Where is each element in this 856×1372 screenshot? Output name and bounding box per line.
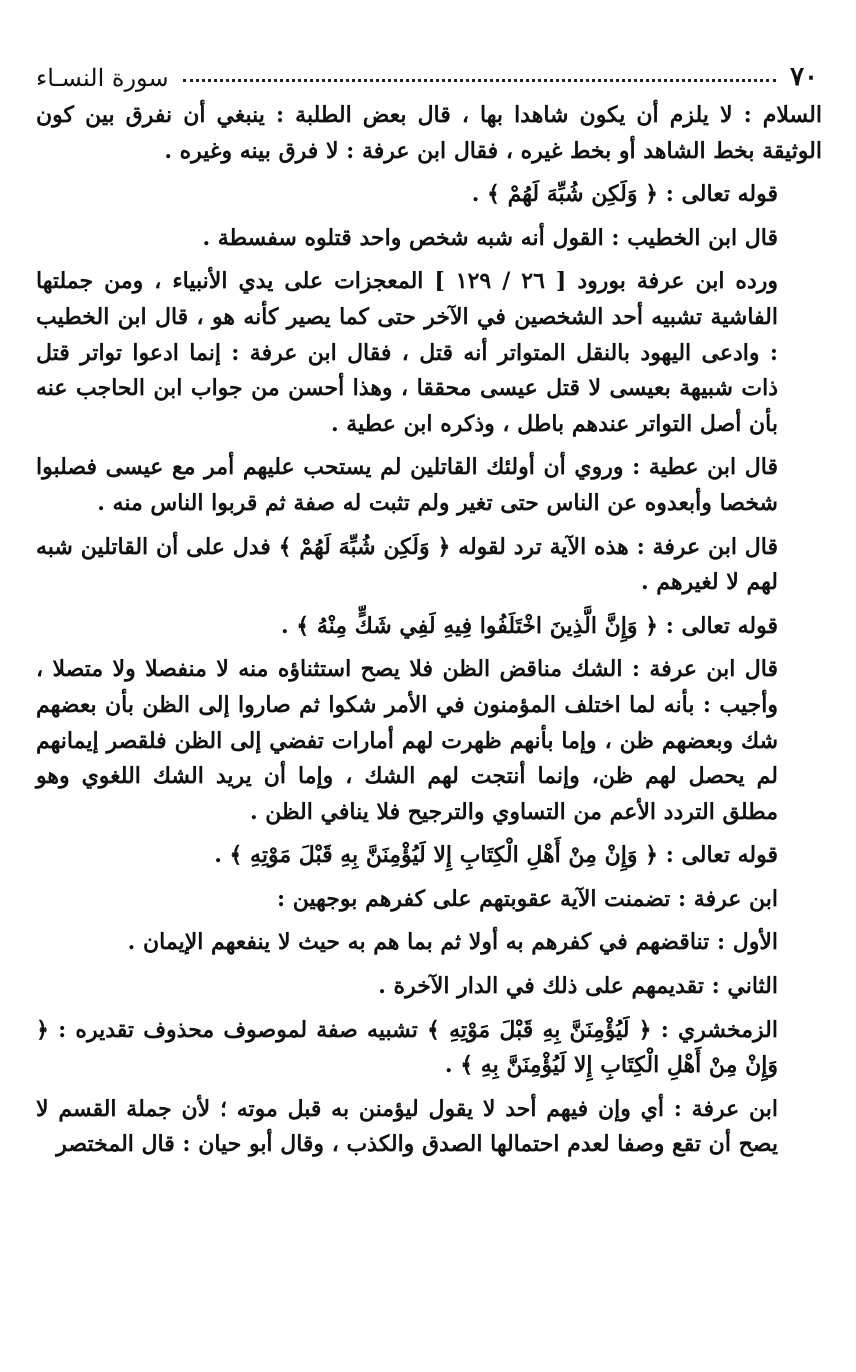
paragraph: قال ابن عرفة : الشك مناقض الظن فلا يصح استثناؤه منه لا منفصلا ولا متصلا ، وأجيب : بأنه لما اختلف المؤمنون في الأمر شكوا ثم صاروا إلى الظن بأن بعضهم شك وبعضهم ظن ، وإما بأنهم ظهرت لهم أمارات تفضي إلى الظن فلقصر إيمانهم لم يحصل لهم ظن، وإنما أنتجت لهم الشك ، وإما أن يريد الشك اللغوي وهو مطلق التردد الأعم من التساوي والترجيح فلا ينافي الظن . (36, 656, 778, 825)
paragraph: قوله تعالى : ﴿ وَإِنَّ الَّذِينَ اخْتَلَفُوا فِيهِ لَفِي شَكٍّ مِنْهُ ﴾ . (280, 612, 778, 639)
paragraph: السلام : لا يلزم أن يكون شاهدا بها ، قال بعض الطلبة : ينبغي أن نفرق بين كون الوثيقة بخط الشاهد أو بخط غيره ، فقال ابن عرفة : لا فرق بينه وغيره . (36, 102, 822, 164)
page-body (36, 98, 822, 1163)
surah-title: سورة النسـاء (36, 64, 169, 92)
page-number: ٧٠ (790, 62, 818, 92)
paragraph: قال ابن عطية : وروي أن أولئك القاتلين لم يستحب عليهم أمر مع عيسى فصلبوا شخصا وأبعدوه عن الناس حتى تغير ولم تثبت له صفة ثم قربوا الناس منه . (36, 454, 778, 516)
paragraph: قال ابن الخطيب : القول أنه شبه شخص واحد قتلوه سفسطة . (202, 224, 778, 251)
paragraph: قوله تعالى : ﴿ وَإِنْ مِنْ أَهْلِ الْكِتَابِ إِلا لَيُؤْمِنَنَّ بِهِ قَبْلَ مَوْتِهِ ﴾ . (214, 842, 778, 869)
paragraph: ورده ابن عرفة بورود [ ٢٦ / ١٢٩ ] المعجزات على يدي الأنبياء ، ومن جملتها الفاشية تشبيه أحد الشخصين في الآخر حتى كما يصير كأنه هو ، قال ابن الخطيب : وادعى اليهود بالنقل المتواتر أنه قتل ، فقال ابن عرفة : إنما ادعوا تواتر قتل ذات شبيهة بعيسى لا قتل عيسى محققا ، وهذا أحسن من جواب ابن الحاجب عنه بأن أصل التواتر عندهم باطل ، وذكره ابن عطية . (36, 268, 779, 437)
page-header (36, 56, 822, 92)
paragraph: الأول : تناقضهم في كفرهم به أولا ثم بما هم به حيث لا ينفعهم الإيمان . (127, 929, 778, 956)
paragraph: قوله تعالى : ﴿ وَلَكِن شُبِّهَ لَهُمْ ﴾ . (471, 181, 778, 208)
header-leader-dots (183, 79, 777, 82)
paragraph: قال ابن عرفة : هذه الآية ترد لقوله ﴿ وَلَكِن شُبِّهَ لَهُمْ ﴾ فدل على أن القاتلين شبه لهم لا لغيرهم . (36, 533, 778, 596)
paragraph: ابن عرفة : تضمنت الآية عقوبتهم على كفرهم بوجهين : (277, 885, 778, 912)
paragraph: الزمخشري : ﴿ لَيُؤْمِنَنَّ بِهِ قَبْلَ مَوْتِهِ ﴾ تشبيه صفة لموصوف محذوف تقديره : ﴿ وَإِنْ مِنْ أَهْلِ الْكِتَابِ إِلا لَيُؤْمِنَنَّ بِهِ ﴾ . (36, 1016, 778, 1079)
paragraph: الثاني : تقديمهم على ذلك في الدار الآخرة . (378, 973, 778, 1000)
paragraph: ابن عرفة : أي وإن فيهم أحد لا يقول ليؤمنن به قبل موته ؛ لأن جملة القسم لا يصح أن تقع وصفا لعدم احتمالها الصدق والكذب ، وقال أبو حيان : قال المختصر (36, 1095, 778, 1158)
